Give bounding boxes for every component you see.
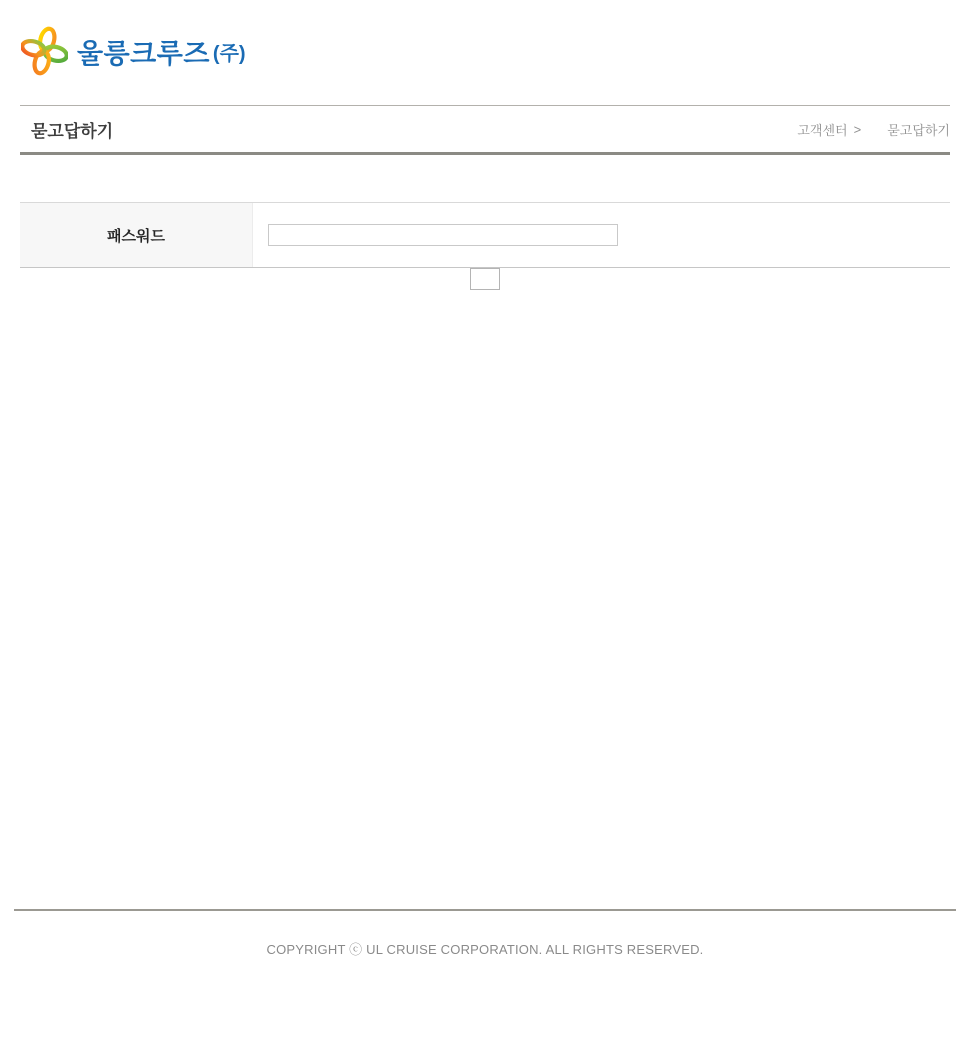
breadcrumb-separator: >	[853, 121, 862, 137]
breadcrumb	[797, 120, 950, 139]
breadcrumb-current-link[interactable]: 묻고답하기	[887, 122, 950, 138]
footer-divider	[14, 909, 956, 911]
title-bar	[20, 105, 950, 155]
password-input-cell	[253, 203, 950, 267]
password-table	[20, 202, 950, 268]
page-header-area	[0, 0, 970, 105]
password-input[interactable]	[268, 224, 618, 246]
password-label: 패스워드	[20, 203, 253, 267]
page-title: 묻고답하기	[31, 121, 114, 141]
breadcrumb-parent-link[interactable]: 고객센터	[797, 122, 848, 138]
company-suffix: (주)	[212, 42, 246, 65]
page-footer	[0, 909, 970, 958]
company-name: 울릉크루즈	[77, 38, 210, 69]
main-content	[20, 202, 950, 290]
flower-ribbon-icon	[21, 26, 68, 76]
copyright-text: COPYRIGHT ⓒ UL CRUISE CORPORATION. ALL RIGHTS RESERVED.	[266, 942, 704, 957]
company-logo[interactable]	[21, 26, 246, 76]
submit-button[interactable]	[470, 268, 500, 290]
